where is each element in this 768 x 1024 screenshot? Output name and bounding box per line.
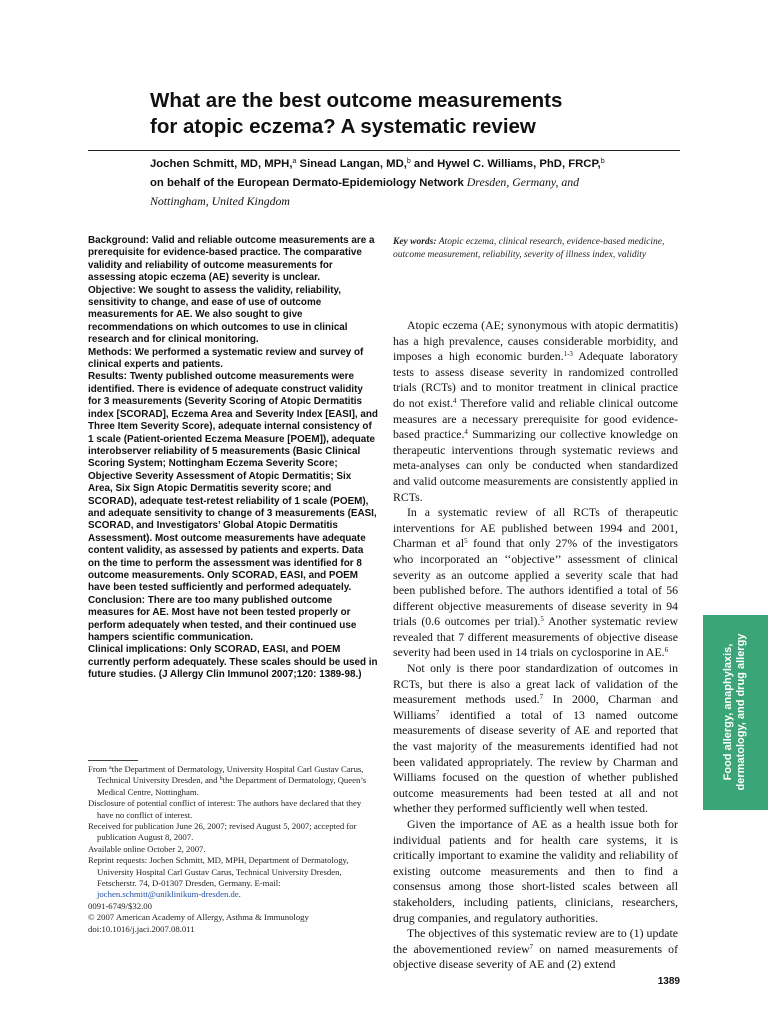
- affiliation-note: [88, 764, 376, 798]
- doi-line: doi:10.1016/j.jaci.2007.08.011: [88, 923, 195, 934]
- author-1: Jochen Schmitt, MD, MPH,: [150, 158, 293, 170]
- author-1-affil: a: [292, 158, 297, 165]
- citation: 1-3: [563, 350, 573, 359]
- author-network-line: [150, 173, 690, 192]
- author-3-affil: b: [600, 158, 605, 165]
- text-run: In 2000, Charman and Williams: [393, 692, 678, 722]
- section-side-tab: [703, 615, 768, 810]
- copyright-line: © 2007 American Academy of Allergy, Asthma & Immunology: [88, 912, 309, 923]
- side-tab-line-2: dermatology, and drug allergy: [735, 633, 747, 791]
- title-line-2: for atopic eczema? A systematic review: [150, 115, 536, 138]
- footnote-rule: [88, 760, 138, 761]
- keywords-text: Atopic eczema, clinical research, evidence-based medicine, outcome measurement, reliability, severity of illness index, validity: [393, 237, 665, 260]
- received-note: Received for publication June 26, 2007; revised August 5, 2007; accepted for publication August 8, 2007.: [88, 821, 357, 843]
- keywords: [393, 236, 680, 261]
- text-run: identified a total of 13 named outcome measurements of disease severity of AE and reported that the vast majority of the measurements identified had not been validated appropriately. The review by Charman and Williams focused on the question of whether published outcome measurements had been tested at all and not whether they performed sufficiently well when tested.: [393, 707, 678, 816]
- title-line-1: What are the best outcome measurements: [150, 89, 563, 112]
- issn-line: 0091-6749/$32.00: [88, 900, 152, 911]
- citation: 7: [435, 708, 440, 717]
- body-paragraph-3: [393, 661, 678, 817]
- text-run: In a systematic review of all RCTs of therapeutic interventions for AE published between 1994 and 2001, Charman et al: [393, 505, 678, 551]
- citation: 6: [664, 646, 669, 655]
- author-block: [150, 155, 690, 211]
- body-paragraph-5: [393, 926, 678, 973]
- reprint-note: [88, 855, 376, 901]
- citation: 4: [453, 396, 457, 405]
- abstract: [88, 235, 378, 682]
- author-2-affil: b: [406, 158, 411, 165]
- reprint-end: .: [238, 889, 241, 900]
- text-run: Another systematic review revealed that 7 different measurements of objective disease severity had been used in 14 trials on cyclosporine in AE.: [393, 614, 678, 660]
- disclosure-note: Disclosure of potential conflict of interest: The authors have declared that they have no conflict of interest.: [88, 798, 362, 820]
- body-text: [393, 318, 678, 973]
- available-note: Available online October 2, 2007.: [88, 843, 206, 854]
- page-number: 1389: [657, 976, 680, 987]
- text-run: Atopic eczema (AE; synonymous with atopic dermatitis) has a high prevalence, causes considerable morbidity, and imposes a high economic burden.: [393, 318, 678, 364]
- body-paragraph-1: [393, 318, 678, 505]
- author-location-1: Dresden, Germany, and: [463, 175, 580, 189]
- citation: 4: [464, 428, 468, 437]
- abstract-background: Background: Valid and reliable outcome measurements are a prerequisite for evidence-based practice. The comparative validity and reliability of outcome measurements for assessing atopic eczema (AE) severity is unclear.: [88, 235, 375, 284]
- affiliation-from: From: [88, 764, 109, 774]
- article-title: [150, 88, 690, 140]
- affiliation-dresden: the Department of Dermatology, University Hospital Carl Gustav Carus, Technical University Dresden, and: [97, 764, 364, 786]
- keywords-label: Key words:: [393, 237, 437, 247]
- text-run: Therefore valid and reliable clinical outcome measures are a necessary prerequisite for good evidence-based practice.: [393, 395, 678, 442]
- author-2: Sinead Langan, MD,: [296, 158, 407, 170]
- affiliation-sup-b: b: [219, 776, 223, 783]
- text-run: Not only is there poor standardization of outcomes in RCTs, but there is also a great lack of validation of the measurement methods used.: [393, 661, 678, 707]
- affiliation-nottingham: the Department of Dermatology, Queen’s Medical Centre, Nottingham.: [97, 775, 367, 797]
- affiliation-sup-a: a: [109, 765, 112, 771]
- body-paragraph-4: Given the importance of AE as a health issue both for individual patients and for health care systems, it is critically important to examine the validity and reliability of existing outcome measurements and then to find a consensus among those short-listed scales between all stakeholders, including patients, clinicians, researchers, drug companies, and regulatory authorities.: [393, 817, 678, 925]
- side-tab-label: [722, 617, 748, 807]
- title-rule: [88, 150, 680, 151]
- citation: 5: [464, 537, 468, 546]
- text-run: on named measurements of objective disease severity of AE and (2) extend: [393, 941, 678, 972]
- body-paragraph-2: [393, 505, 678, 661]
- author-location-line: [150, 192, 690, 211]
- citation: 7: [529, 942, 534, 951]
- author-location-2: Nottingham, United Kingdom: [150, 194, 290, 208]
- abstract-objective: Objective: We sought to assess the validity, reliability, sensitivity to change, and ease of use of outcome measurements for AE. We also sought to give recommendations on which outcomes to use in clinical research and for clinical monitoring.: [88, 284, 348, 346]
- text-run: Adequate laboratory tests to assess disease severity in randomized controlled trials (RCTs) and to monitor treatment in clinical practice do not exist.: [393, 349, 678, 410]
- abstract-conclusion: Conclusion: There are too many published outcome measures for AE. Most have not been tested properly or perform adequately when tested, and their continued use hampers scientific communication.: [88, 594, 357, 643]
- citation: 7: [539, 693, 544, 702]
- email-link[interactable]: jochen.schmitt@uniklinikum-dresden.de: [97, 889, 239, 900]
- side-tab-line-1: Food allergy, anaphylaxis,: [722, 643, 734, 781]
- abstract-methods: Methods: We performed a systematic review and survey of clinical experts and patients.: [88, 346, 364, 371]
- abstract-clinical-implications: Clinical implications: Only SCORAD, EASI, and POEM currently perform adequately. These scales should be used in future studies. (J Allergy Clin Immunol 2007;120: 1389-98.): [88, 644, 378, 681]
- citation: 5: [540, 615, 544, 624]
- text-run: Summarizing our collective knowledge on therapeutic interventions through systematic reviews and meta-analyses can only be conducted when standardized and valid outcome measurements are consistently applied in RCTs.: [393, 427, 678, 504]
- author-3: and Hywel C. Williams, PhD, FRCP,: [410, 158, 601, 170]
- abstract-results: Results: Twenty published outcome measurements were identified. There is evidence of adequate construct validity for 3 measurements (Severity Scoring of Atopic Dermatitis index [SCORAD], Eczema Area and Severity Index [EASI], and Three Item Severity Score), adequate internal consistency of 1 scale (Patient-oriented Eczema Measure [POEM]), adequate interobserver reliability of 5 measurements (Basic Clinical Scoring System; Nottingham Eczema Severity Score; Objective Severity Assessment of Atopic Dermatitis; Six Area, Six Sign Atopic Dermatitis severity score; and SCORAD), adequate test-retest reliability of 1 scale (POEM), and adequate sensitivity to change of 3 measurements (EASI, SCORAD, and Investigators’ Global Atopic Dermatitis Assessment). Most outcome measurements have adequate content validity, as assessed by patients and experts. Data on the time to perform the assessment was identified for 8 outcome measurements. Only SCORAD, EASI, and POEM have been tested sufficiently and performed adequately.: [88, 371, 378, 594]
- text-run: The objectives of this systematic review are to (1) update the abovementioned review: [393, 926, 678, 956]
- reprint-text: Reprint requests: Jochen Schmitt, MD, MPH, Department of Dermatology, University Hospital Carl Gustav Carus, Technical University Dresden, Fetscherstr. 74, D-01307 Dresden, Germany. E-mail:: [88, 855, 349, 889]
- footnotes: [88, 764, 376, 935]
- text-run: found that only 27% of the investigators who incorporated an ‘‘objective’’ assessment of clinical severity as an outcome applied a severity scale that had been published before. The authors identified a total of 56 different objective measurements of disease severity in 94 trials (0.6 outcomes per trial).: [393, 536, 678, 629]
- author-network: on behalf of the European Dermato-Epidemiology Network: [150, 177, 464, 189]
- author-names: [150, 155, 690, 173]
